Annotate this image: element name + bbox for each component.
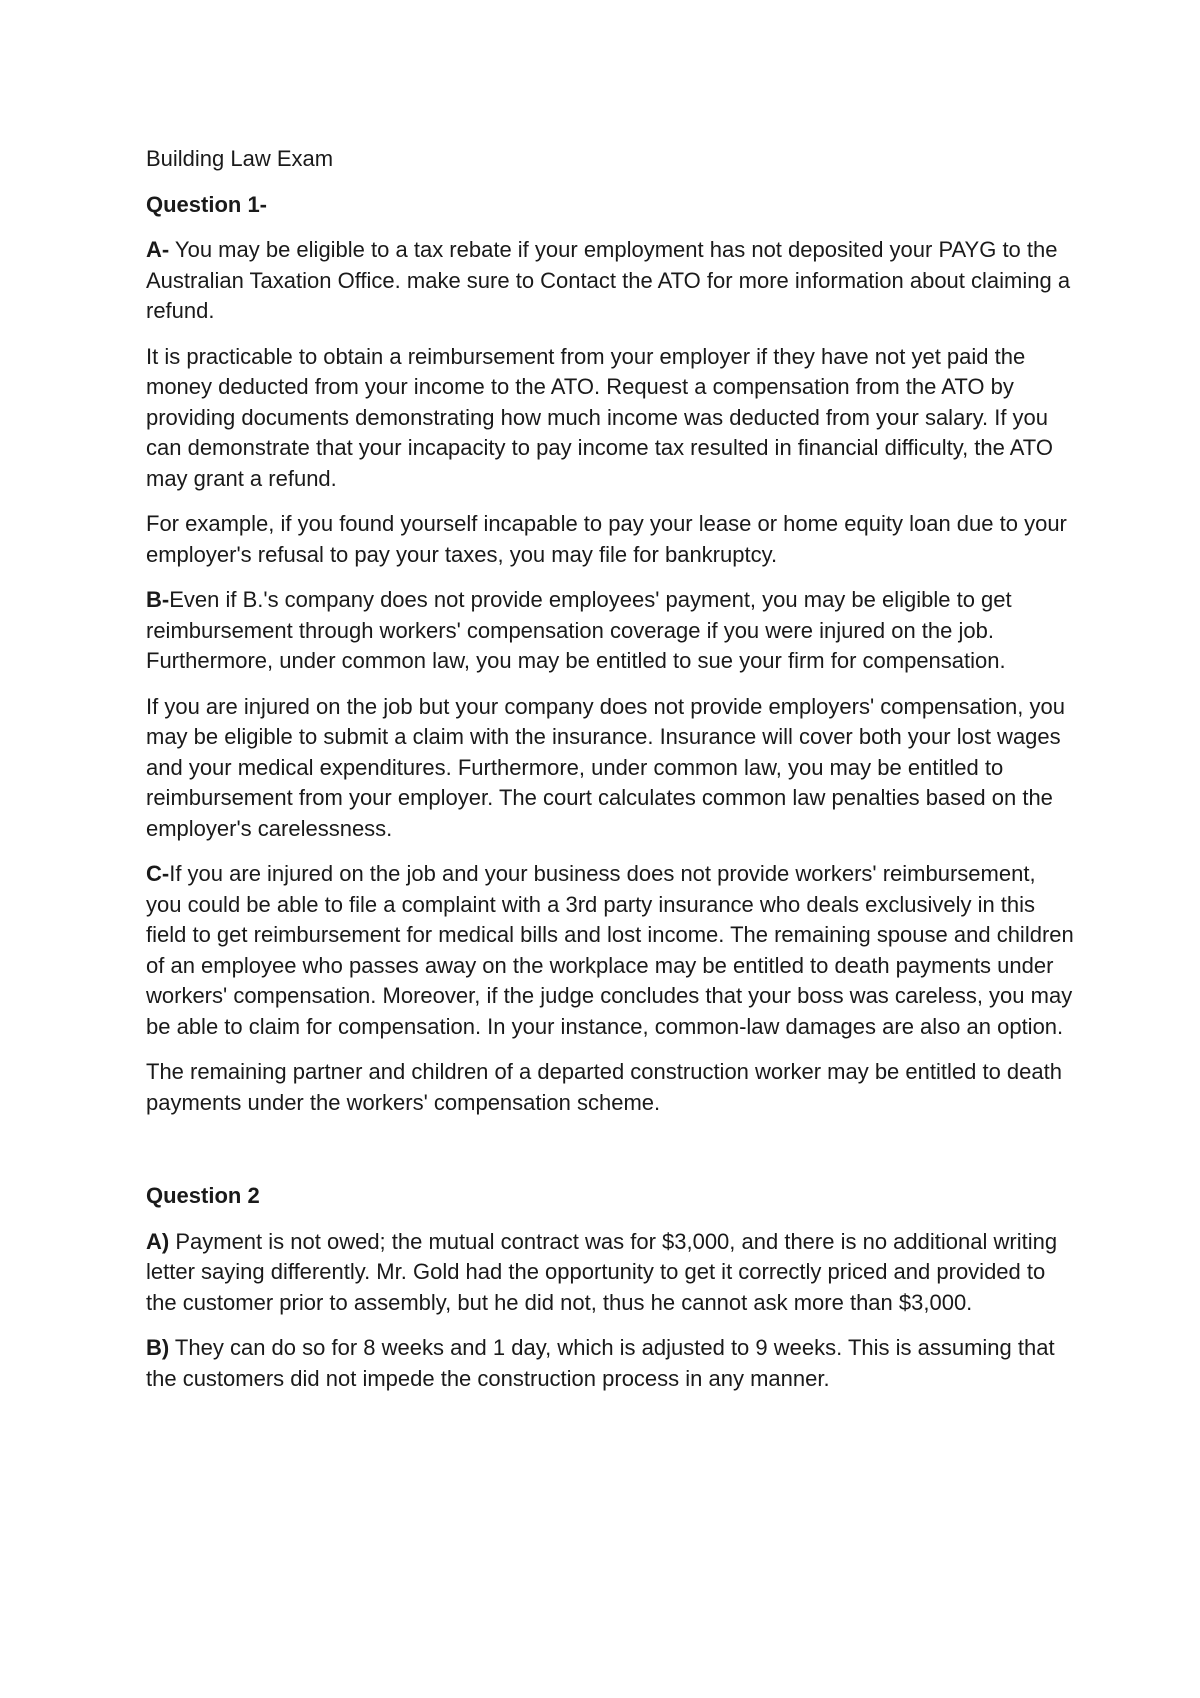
q1-paragraph-c-prefix: C-	[146, 861, 170, 886]
q1-paragraph-a-text: You may be eligible to a tax rebate if your employment has not deposited your PAYG to the Australian Taxation Office. make sure to Contact the ATO for more information about claiming a refund.	[146, 237, 1071, 323]
q2-paragraph-a-prefix: A)	[146, 1228, 170, 1254]
q1-paragraph-b	[146, 585, 1076, 677]
q1-paragraph-a-3	[146, 509, 1076, 570]
q1-paragraph-c-2-text: The remaining partner and children of a departed construction worker may be entitled to death payments under the workers' compensation scheme.	[146, 1059, 1062, 1115]
document-title: Building Law Exam	[146, 146, 334, 171]
q2-paragraph-b-prefix: B)	[146, 1335, 170, 1360]
q1-paragraph-a-2	[146, 342, 1076, 495]
q2-paragraph-a-text: Payment is not owed; the mutual contract was for $3,000, and there is no additional writing letter saying differently. Mr. Gold had the opportunity to get it correctly priced and provided to the customer prior to assembly, but he did not, thus he cannot ask more than $3,000.	[146, 1228, 1058, 1315]
q1-paragraph-b-text: Even if B.'s company does not provide employees' payment, you may be eligible to get reimbursement through workers' compensation coverage if you were injured on the job. Furthermore, under common law, you may be entitled to sue your firm for compensation.	[146, 587, 1012, 673]
question-1-heading: Question 1-	[146, 191, 268, 217]
q2-paragraph-b	[146, 1333, 1076, 1394]
q1-paragraph-a-2-text: It is practicable to obtain a reimbursement from your employer if they have not yet paid the money deducted from your income to the ATO. Request a compensation from the ATO by providing documents demonstrating how much income was deducted from your salary. If you can demonstrate that your incapacity to pay income tax resulted in financial difficulty, the ATO may grant a refund.	[146, 343, 1053, 491]
document-body	[146, 144, 1076, 1409]
q1-paragraph-a-3-text: For example, if you found yourself incapable to pay your lease or home equity loan due to your employer's refusal to pay your taxes, you may file for bankruptcy.	[146, 511, 1067, 567]
q1-paragraph-c-2	[146, 1057, 1076, 1118]
q1-paragraph-b-2	[146, 692, 1076, 845]
q1-paragraph-a	[146, 235, 1076, 327]
q1-paragraph-a-prefix: A-	[146, 237, 170, 262]
q2-paragraph-a	[146, 1227, 1076, 1319]
q1-paragraph-b-2-text: If you are injured on the job but your company does not provide employers' compensation, you may be eligible to submit a claim with the insurance. Insurance will cover both your lost wages and your medical expenditures. Furthermore, under common law, you may be entitled to reimbursement from your employer. The court calculates common law penalties based on the employer's carelessness.	[146, 693, 1065, 841]
q1-paragraph-b-prefix: B-	[146, 587, 170, 612]
question-2-section	[146, 1181, 1076, 1394]
question-2-heading: Question 2	[146, 1183, 260, 1208]
question-1-section	[146, 190, 1076, 1119]
q1-paragraph-c	[146, 859, 1076, 1042]
q2-paragraph-b-text: They can do so for 8 weeks and 1 day, which is adjusted to 9 weeks. This is assuming that the customers did not impede the construction process in any manner.	[146, 1335, 1055, 1391]
q1-paragraph-c-text: If you are injured on the job and your business does not provide workers' reimbursement, you could be able to file a complaint with a 3rd party insurance who deals exclusively in this field to get reimbursement for medical bills and lost income. The remaining spouse and children of an employee who passes away on the workplace may be entitled to death payments under workers' compensation. Moreover, if the judge concludes that your boss was careless, you may be able to claim for compensation. In your instance, common-law damages are also an option.	[146, 861, 1074, 1039]
